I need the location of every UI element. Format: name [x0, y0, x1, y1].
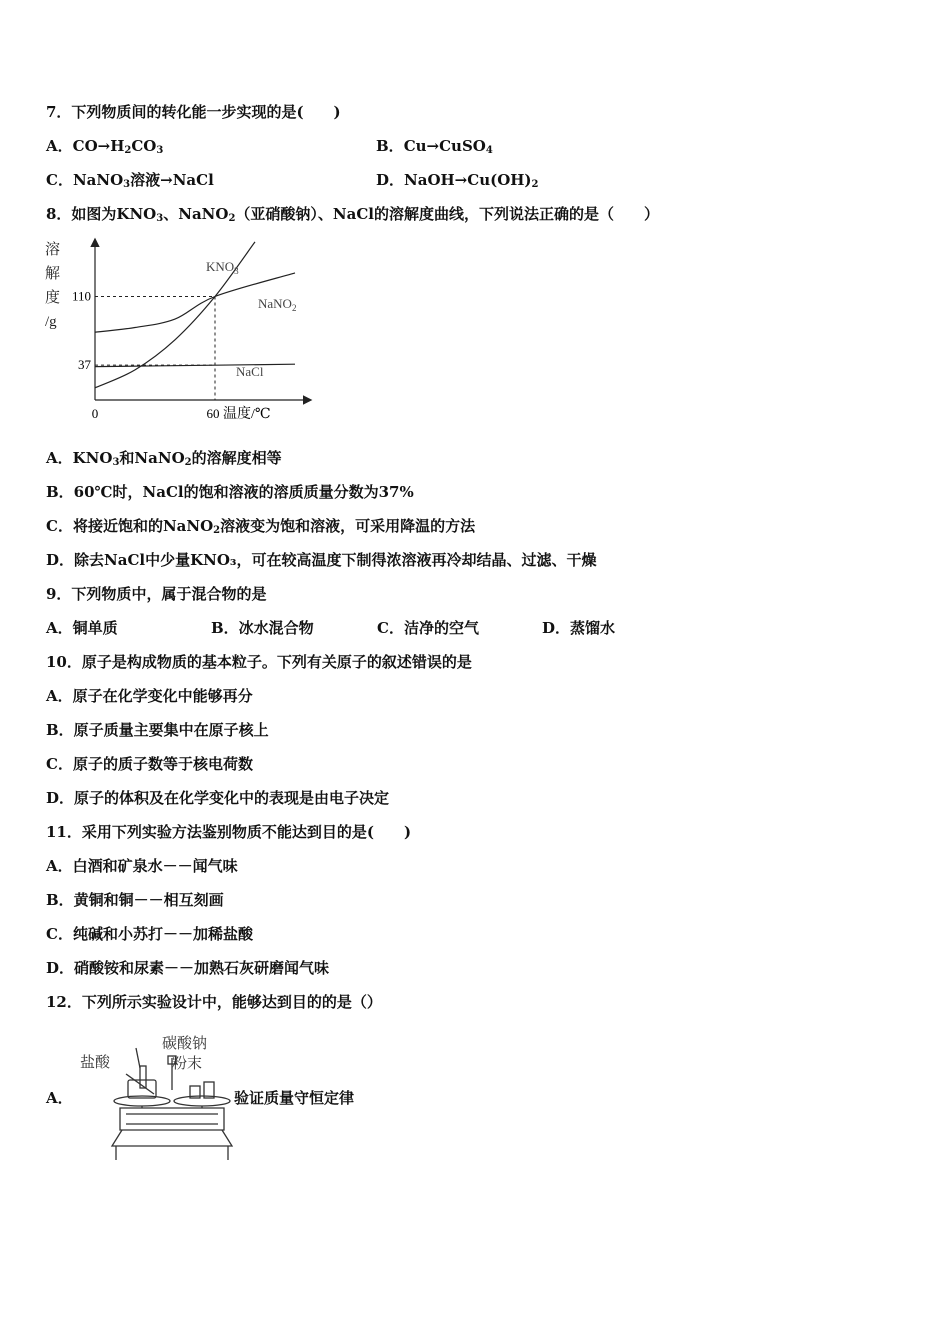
q12-option-a-label: A．: [46, 1089, 73, 1107]
x-axis-label: 温度/℃: [223, 407, 271, 422]
q10-option-c: C．原子的质子数等于核电荷数: [46, 755, 253, 773]
x-tick-label-0: 0: [91, 406, 99, 421]
label-powder: 粉末: [172, 1056, 203, 1072]
y-axis-label-char: 溶: [45, 242, 61, 258]
q11-option-c: C．纯碱和小苏打－－加稀盐酸: [46, 925, 253, 943]
solubility-chart: [40, 232, 320, 427]
q11-option-a: A．白酒和矿泉水－－闻气味: [46, 857, 238, 875]
y-tick-label-110: 110: [71, 288, 91, 304]
q11-option-d: D．硝酸铵和尿素－－加熟石灰研磨闻气味: [46, 959, 330, 977]
q9-option-d: D．蒸馏水: [542, 619, 616, 637]
q10-option-a: A．原子在化学变化中能够再分: [46, 687, 253, 705]
y-axis-label: [45, 241, 60, 330]
q9-option-b: B．冰水混合物: [211, 619, 314, 637]
q7-option-a: A．$CO\to H_2CO_3$: [46, 137, 164, 156]
q7-stem: 7．下列物质间的转化能一步实现的是( ): [46, 103, 341, 121]
q9-option-a: A．铜单质: [46, 619, 118, 637]
q10-option-b: B．原子质量主要集中在原子核上: [46, 721, 269, 739]
q12-option-a-text: 验证质量守恒定律: [234, 1089, 355, 1107]
q8-stem: 8．如图为$KNO_3$、NaNO$_2$（亚硝酸钠）、NaCl的溶解度曲线，下列说法正确的是（ ）: [46, 205, 659, 224]
q7-option-c: C．NaNO$_3$溶液→NaCl: [46, 171, 214, 190]
y-axis-label-char: 度: [45, 290, 61, 306]
q11-option-b: B．黄铜和铜－－相互刻画: [46, 891, 224, 909]
q9-stem: 9．下列物质中，属于混合物的是: [46, 585, 267, 603]
series-label-kno3: $KNO_3$: [206, 259, 239, 276]
q9-option-c: C．洁净的空气: [377, 619, 479, 637]
q11-stem: 11．采用下列实验方法鉴别物质不能达到目的是( ): [46, 823, 412, 841]
q12-stem: 12．下列所示实验设计中，能够达到目的的是（）: [46, 993, 382, 1011]
q8-option-a: A．$KNO_3$和NaNO$_2$的溶解度相等: [46, 449, 282, 468]
balance-figure: [78, 1028, 238, 1163]
q7-option-b: B．Cu→CuSO$_4$: [376, 137, 493, 156]
q7-option-d: D．$NaOH\to Cu(OH)_2$: [376, 171, 539, 190]
q10-stem: 10．原子是构成物质的基本粒子。下列有关原子的叙述错误的是: [46, 653, 472, 671]
label-hydrochloric-acid: 盐酸: [80, 1055, 111, 1071]
balance-drawing: [112, 1048, 232, 1160]
q8-option-b: B．60℃时，NaCl的饱和溶液的溶质质量分数为37%: [46, 483, 414, 501]
y-axis-label-char: 解: [45, 266, 61, 282]
q8-option-d: D．除去NaCl中少量KNO₃，可在较高温度下制得浓溶液再冷却结晶、过滤、干燥: [46, 551, 597, 569]
label-sodium-carbonate: 碳酸钠: [162, 1036, 208, 1052]
y-axis-label-char: /g: [45, 314, 57, 330]
series-label-nacl: NaCl: [236, 364, 264, 379]
q8-option-c: C．将接近饱和的NaNO$_2$溶液变为饱和溶液，可采用降温的方法: [46, 517, 476, 536]
series-label-nano2: NaNO$_2$: [258, 296, 297, 313]
x-tick-label-60: 60: [206, 406, 220, 421]
y-tick-label-37: 37: [78, 357, 91, 373]
q10-option-d: D．原子的体积及在化学变化中的表现是由电子决定: [46, 789, 390, 807]
